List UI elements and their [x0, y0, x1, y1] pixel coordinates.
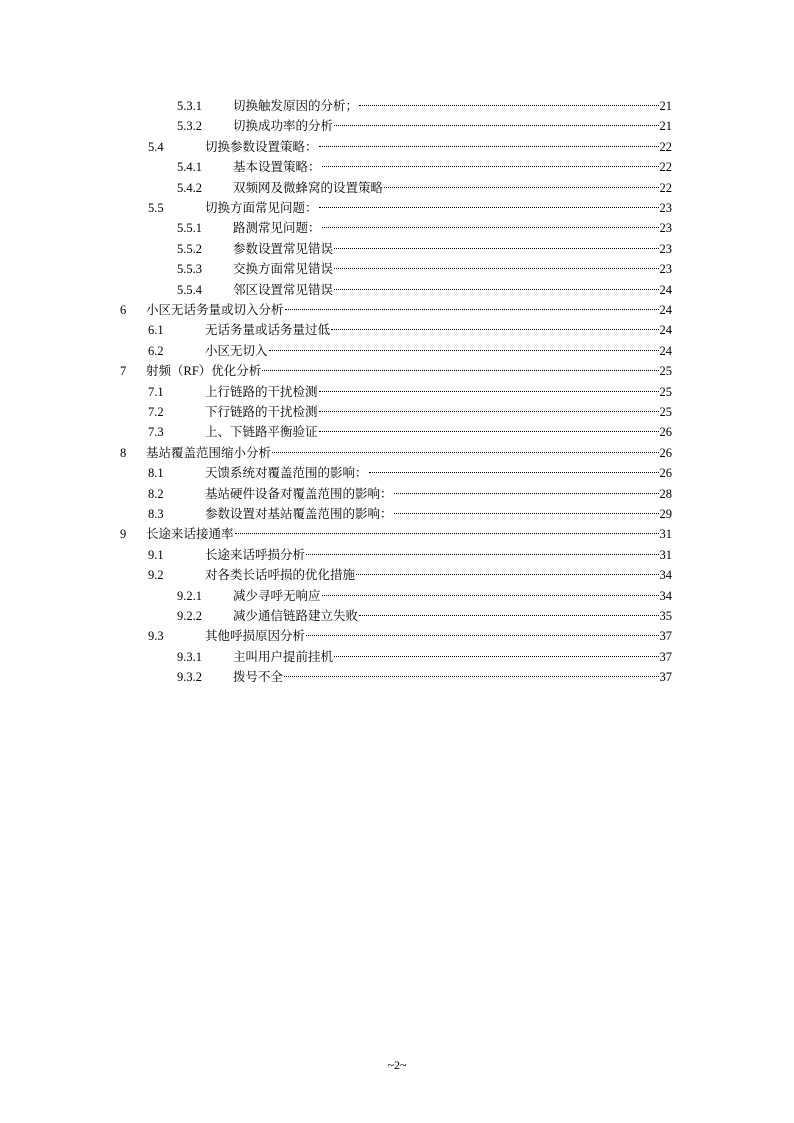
- toc-entry-line: [233, 280, 672, 300]
- toc-dot-leader: [306, 554, 658, 555]
- toc-entry-title: 切换成功率的分析: [233, 119, 334, 134]
- toc-dot-leader: [394, 513, 659, 514]
- toc-entry[interactable]: [0, 463, 794, 483]
- toc-entry[interactable]: [0, 361, 794, 381]
- toc-entry-title: 长途来话接通率: [146, 527, 234, 542]
- toc-entry[interactable]: [0, 341, 794, 361]
- toc-entry-line: [205, 626, 672, 646]
- toc-entry-line: [233, 218, 672, 238]
- toc-entry-number: 5.4.2: [177, 180, 202, 195]
- toc-entry-page: 22: [659, 139, 672, 154]
- toc-entry-number: 7.3: [148, 425, 164, 440]
- toc-dot-leader: [319, 391, 659, 392]
- toc-entry-page: 37: [659, 670, 672, 685]
- toc-entry-number: 5.5.3: [177, 262, 202, 277]
- toc-entry-title: 邻区设置常见错误: [233, 282, 334, 297]
- toc-entry-number: 7.1: [148, 384, 164, 399]
- toc-entry-title: 小区无切入: [205, 343, 268, 358]
- toc-dot-leader: [269, 350, 659, 351]
- toc-entry[interactable]: [0, 280, 794, 300]
- toc-entry-line: [146, 443, 672, 463]
- toc-entry-number: 8.2: [148, 486, 164, 501]
- toc-entry-page: 25: [659, 405, 672, 419]
- toc-entry-page: 24: [659, 282, 672, 297]
- toc-entry-title: 参数设置对基站覆盖范围的影响：: [205, 507, 393, 521]
- toc-entry[interactable]: [0, 198, 794, 218]
- toc-entry-title: 基站覆盖范围缩小分析: [146, 445, 272, 460]
- toc-entry-line: [233, 239, 672, 259]
- toc-dot-leader: [384, 187, 658, 188]
- toc-dot-leader: [359, 615, 658, 616]
- toc-entry-page: 24: [659, 303, 672, 317]
- toc-entry-line: [205, 402, 672, 422]
- toc-entry-number: 7: [120, 364, 127, 379]
- toc-entry-line: [205, 198, 672, 218]
- toc-entry[interactable]: [0, 300, 794, 320]
- toc-entry-line: [205, 422, 672, 442]
- toc-entry-number: 6: [120, 303, 127, 317]
- toc-entry-title: 对各类长话呼损的优化措施: [205, 568, 356, 583]
- toc-entry-line: [233, 259, 672, 279]
- toc-entry-number: 8.3: [148, 507, 164, 521]
- toc-entry-number: 5.3.2: [177, 119, 202, 134]
- toc-entry-line: [233, 116, 672, 136]
- toc-entry-title: 参数设置常见错误: [233, 241, 334, 256]
- toc-entry-page: 21: [659, 99, 672, 113]
- toc-entry-line: [233, 96, 672, 116]
- toc-entry-title: 交换方面常见错误: [233, 262, 334, 277]
- toc-entry[interactable]: [0, 565, 794, 585]
- toc-dot-leader: [369, 472, 659, 473]
- toc-entry-page: 22: [659, 160, 672, 175]
- toc-dot-leader: [285, 309, 659, 310]
- toc-entry[interactable]: [0, 116, 794, 136]
- toc-entry-number: 5.4: [148, 139, 164, 154]
- toc-entry-line: [233, 157, 672, 177]
- toc-entry[interactable]: [0, 218, 794, 238]
- toc-entry[interactable]: [0, 239, 794, 259]
- toc-entry-page: 35: [659, 609, 672, 623]
- toc-entry[interactable]: [0, 524, 794, 544]
- toc-entry-line: [205, 545, 672, 565]
- toc-dot-leader: [235, 533, 659, 534]
- toc-entry-number: 5.5: [148, 201, 164, 215]
- toc-dot-leader: [262, 370, 658, 371]
- toc-entry-page: 23: [659, 201, 672, 215]
- toc-entry-line: [205, 341, 672, 361]
- toc-entry-line: [233, 178, 672, 198]
- toc-entry-number: 9: [120, 527, 127, 542]
- toc-entry-page: 24: [659, 343, 672, 358]
- toc-entry[interactable]: [0, 667, 794, 687]
- toc-entry-title: 小区无话务量或切入分析: [146, 303, 284, 317]
- toc-dot-leader: [334, 289, 658, 290]
- toc-entry-number: 5.3.1: [177, 99, 202, 113]
- toc-entry-title: 天馈系统对覆盖范围的影响：: [205, 466, 368, 481]
- toc-entry-page: 26: [659, 466, 672, 481]
- toc-entry[interactable]: [0, 259, 794, 279]
- toc-entry-line: [146, 361, 672, 381]
- toc-entry-number: 9.2.2: [177, 609, 202, 623]
- toc-entry[interactable]: [0, 586, 794, 606]
- toc-entry-line: [205, 382, 672, 402]
- toc-entry-title: 减少通信链路建立失败: [233, 609, 359, 623]
- toc-dot-leader: [284, 676, 658, 677]
- toc-entry-title: 其他呼损原因分析: [205, 629, 306, 644]
- toc-entry-line: [205, 320, 672, 340]
- toc-entry-page: 37: [659, 629, 672, 644]
- toc-entry-title: 基站硬件设备对覆盖范围的影响：: [205, 486, 393, 501]
- toc-entry-title: 切换方面常见问题：: [205, 201, 318, 215]
- toc-dot-leader: [356, 574, 658, 575]
- toc-entry[interactable]: [0, 402, 794, 422]
- toc-entry-number: 5.5.1: [177, 221, 202, 236]
- toc-entry-title: 下行链路的干扰检测: [205, 405, 318, 419]
- toc-entry-number: 5.5.2: [177, 241, 202, 256]
- toc-entry-title: 上、下链路平衡验证: [205, 425, 318, 440]
- toc-entry-page: 29: [659, 507, 672, 521]
- toc-entry-page: 23: [659, 262, 672, 277]
- toc-entry-number: 9.2.1: [177, 588, 202, 603]
- toc-entry-page: 28: [659, 486, 672, 501]
- toc-dot-leader: [322, 595, 659, 596]
- toc-entry-page: 23: [659, 221, 672, 236]
- toc-entry-title: 主叫用户提前挂机: [233, 649, 334, 664]
- toc-entry-number: 7.2: [148, 405, 164, 419]
- toc-entry[interactable]: [0, 626, 794, 646]
- toc-entry[interactable]: [0, 504, 794, 524]
- toc-entry-number: 9.2: [148, 568, 164, 583]
- toc-entry-title: 无话务量或话务量过低: [205, 323, 331, 338]
- toc-entry-page: 34: [659, 588, 672, 603]
- toc-dot-leader: [319, 146, 659, 147]
- toc-dot-leader: [319, 207, 659, 208]
- toc-dot-leader: [272, 452, 658, 453]
- toc-entry-line: [205, 463, 672, 483]
- toc-dot-leader: [319, 431, 659, 432]
- toc-entry[interactable]: [0, 96, 794, 116]
- toc-entry[interactable]: [0, 422, 794, 442]
- toc-entry-number: 6.1: [148, 323, 164, 338]
- toc-dot-leader: [306, 635, 658, 636]
- toc-entry-page: 22: [659, 180, 672, 195]
- toc-entry[interactable]: [0, 545, 794, 565]
- toc-dot-leader: [322, 166, 659, 167]
- toc-dot-leader: [319, 411, 659, 412]
- toc-entry-title: 长途来话呼损分析: [205, 547, 306, 562]
- toc-entry-line: [205, 137, 672, 157]
- toc-entry-line: [233, 647, 672, 667]
- toc-entry-number: 9.3.2: [177, 670, 202, 685]
- toc-entry-number: 5.5.4: [177, 282, 202, 297]
- toc-entry-number: 8: [120, 445, 127, 460]
- toc-dot-leader: [334, 268, 658, 269]
- toc-entry-line: [205, 504, 672, 524]
- toc-entry-title: 路测常见问题：: [233, 221, 321, 236]
- toc-entry[interactable]: [0, 606, 794, 626]
- toc-entry[interactable]: [0, 647, 794, 667]
- toc-dot-leader: [331, 329, 658, 330]
- toc-entry[interactable]: [0, 443, 794, 463]
- toc-entry-line: [233, 606, 672, 626]
- toc-entry-number: 9.1: [148, 547, 164, 562]
- toc-entry-page: 24: [659, 323, 672, 338]
- toc-entry[interactable]: [0, 320, 794, 340]
- page-number: ~2~: [387, 1058, 407, 1072]
- toc-entry-number: 8.1: [148, 466, 164, 481]
- toc-entry-title: 基本设置策略：: [233, 160, 321, 175]
- toc-entry-title: 切换触发原因的分析；: [233, 99, 359, 113]
- toc-entry[interactable]: [0, 178, 794, 198]
- toc-dot-leader: [334, 656, 658, 657]
- toc-dot-leader: [334, 125, 658, 126]
- toc-entry[interactable]: [0, 137, 794, 157]
- toc-entry-page: 26: [659, 425, 672, 440]
- toc-entry-line: [205, 565, 672, 585]
- toc-entry-page: 31: [659, 547, 672, 562]
- toc-entry-line: [146, 524, 672, 544]
- toc-entry-page: 26: [659, 445, 672, 460]
- toc-entry-line: [146, 300, 672, 320]
- toc-entry-page: 21: [659, 119, 672, 134]
- toc-dot-leader: [359, 105, 658, 106]
- toc-entry[interactable]: [0, 484, 794, 504]
- toc-entry-title: 拨号不全: [233, 670, 284, 685]
- toc-entry-title: 双频网及微蜂窝的设置策略: [233, 180, 384, 195]
- toc-entry-title: 射频（RF）优化分析: [146, 364, 262, 379]
- toc-entry-title: 减少寻呼无响应: [233, 588, 321, 603]
- toc-entry-number: 9.3.1: [177, 649, 202, 664]
- toc-entry-title: 切换参数设置策略：: [205, 139, 318, 154]
- toc-entry-page: 34: [659, 568, 672, 583]
- toc-entry-page: 25: [659, 384, 672, 399]
- toc-entry-number: 5.4.1: [177, 160, 202, 175]
- toc-entry-number: 6.2: [148, 343, 164, 358]
- toc-entry-page: 37: [659, 649, 672, 664]
- toc-dot-leader: [394, 493, 659, 494]
- toc-entry-page: 25: [659, 364, 672, 379]
- toc-entry[interactable]: [0, 382, 794, 402]
- toc-entry-title: 上行链路的干扰检测: [205, 384, 318, 399]
- toc-entry-page: 23: [659, 241, 672, 256]
- toc-dot-leader: [322, 227, 659, 228]
- toc-entry-line: [205, 484, 672, 504]
- toc-entry-number: 9.3: [148, 629, 164, 644]
- toc-entry-page: 31: [659, 527, 672, 542]
- toc-entry[interactable]: [0, 157, 794, 177]
- toc-entry-line: [233, 667, 672, 687]
- toc-entry-line: [233, 586, 672, 606]
- toc-dot-leader: [334, 248, 658, 249]
